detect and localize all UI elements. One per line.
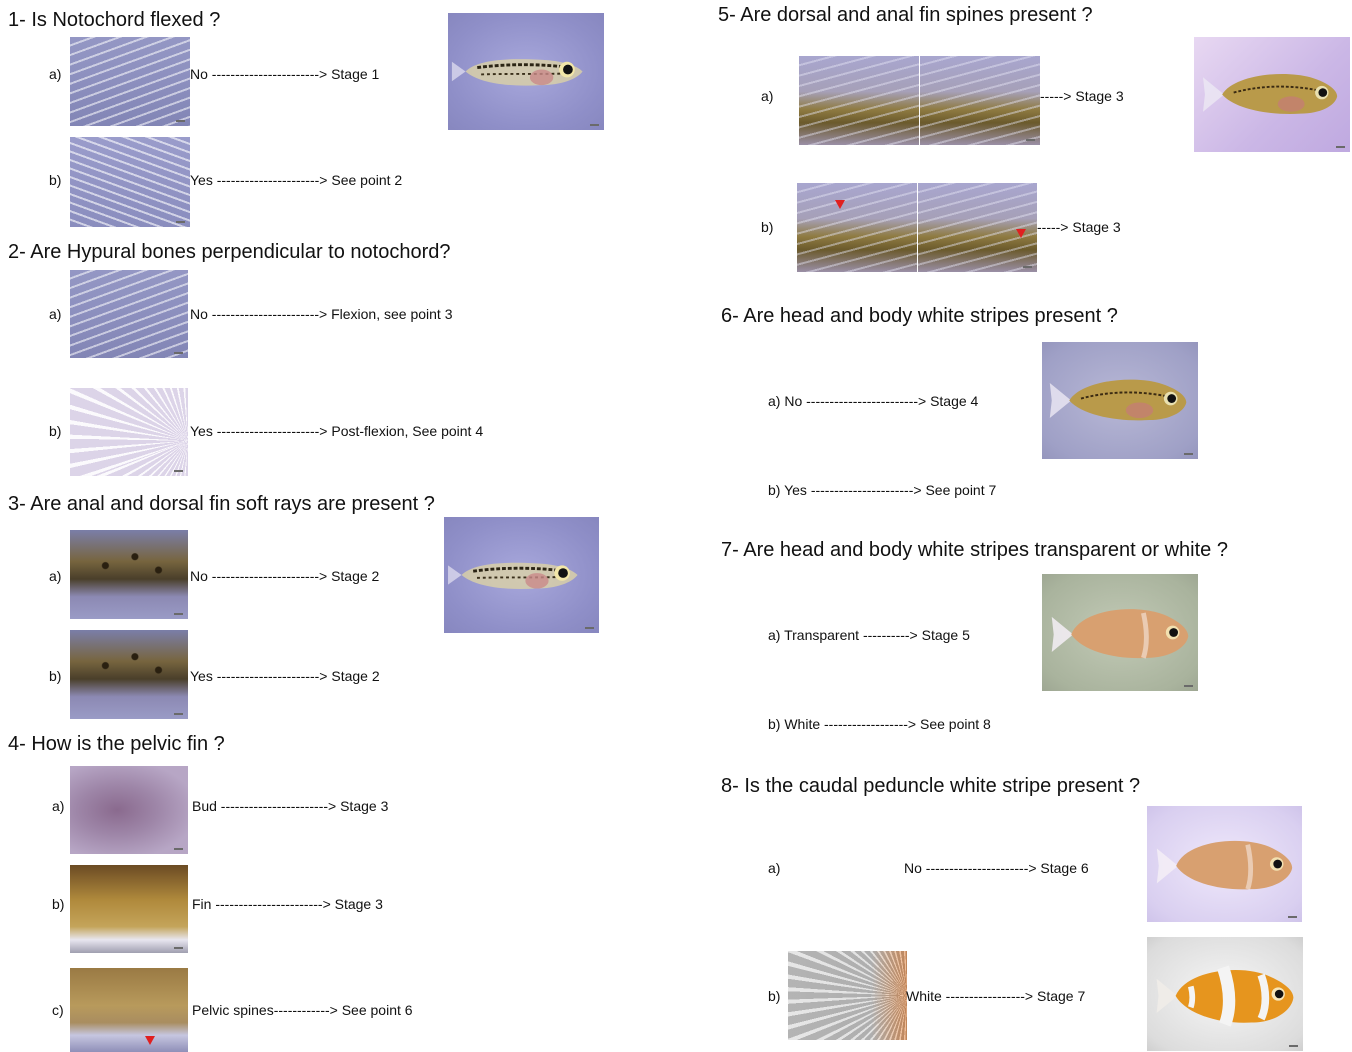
question-3-title: 3- Are anal and dorsal fin soft rays are present ?	[8, 493, 435, 515]
q3-option-a-text: No -----------------------> Stage 2	[190, 568, 380, 584]
q1-option-b-text: Yes ----------------------> See point 2	[190, 172, 403, 188]
juvenile-fish-illustration	[1042, 342, 1198, 459]
q8-option-a-text: No ----------------------> Stage 6	[904, 860, 1089, 876]
q7-option-a-text: a) Transparent ----------> Stage 5	[768, 627, 970, 643]
q5-b-anal-photo	[918, 183, 1037, 272]
q3-larva-photo	[444, 517, 599, 633]
q4-option-a-text: Bud -----------------------> Stage 3	[192, 798, 389, 814]
q4-option-c-label: c)	[52, 1002, 64, 1018]
q6-option-a-text: a) No ------------------------> Stage 4	[768, 393, 979, 409]
q2-option-a-text: No -----------------------> Flexion, see point 3	[190, 306, 453, 322]
pink-juvenile-fish-illustration	[1147, 806, 1302, 922]
q1-a-notochord-photo	[70, 37, 190, 126]
larva-fish-illustration	[448, 13, 604, 130]
larva-fish-illustration	[444, 517, 599, 633]
q7-juvenile-photo	[1042, 574, 1198, 691]
q4-option-b-label: b)	[52, 896, 65, 912]
question-5-title: 5- Are dorsal and anal fin spines present ?	[718, 4, 1093, 26]
red-arrowhead-marker	[835, 200, 845, 209]
q3-option-b-label: b)	[49, 668, 62, 684]
q6-option-b-text: b) Yes ----------------------> See point 7	[768, 482, 997, 498]
q2-option-b-text: Yes ----------------------> Post-flexion, See point 4	[190, 423, 484, 439]
red-arrowhead-marker	[145, 1036, 155, 1045]
question-4-title: 4- How is the pelvic fin ?	[8, 733, 225, 755]
q8-stage7-fish-photo	[1147, 937, 1303, 1051]
clownfish-illustration	[1147, 937, 1303, 1051]
q3-a-fin-rays-photo	[70, 530, 188, 619]
q2-option-a-label: a)	[49, 306, 62, 322]
q5-option-a-text: -----> Stage 3	[1040, 88, 1124, 104]
q5-a-anal-photo	[920, 56, 1040, 145]
q4-b-pelvic-photo	[70, 865, 188, 953]
question-6-title: 6- Are head and body white stripes present ?	[721, 305, 1118, 327]
q1-larva-photo	[448, 13, 604, 130]
q2-b-hypural-photo	[70, 388, 188, 476]
q8-option-b-label: b)	[768, 988, 781, 1004]
q4-option-b-text: Fin -----------------------> Stage 3	[192, 896, 383, 912]
q5-option-b-text: -----> Stage 3	[1037, 219, 1121, 235]
question-8-title: 8- Is the caudal peduncle white stripe present ?	[721, 775, 1141, 797]
question-2-title: 2- Are Hypural bones perpendicular to notochord?	[8, 241, 451, 263]
q3-b-fin-rays-photo	[70, 630, 188, 719]
q7-option-b-text: b) White ------------------> See point 8	[768, 716, 991, 732]
q8-stage6-fish-photo	[1147, 806, 1302, 922]
q4-c-pelvic-photo	[70, 968, 188, 1052]
q5-a-dorsal-photo	[799, 56, 919, 145]
q1-option-b-label: b)	[49, 172, 62, 188]
q4-option-a-label: a)	[52, 798, 65, 814]
q3-option-b-text: Yes ----------------------> Stage 2	[190, 668, 380, 684]
q1-b-notochord-photo	[70, 137, 190, 227]
q6-juvenile-photo	[1042, 342, 1198, 459]
red-arrowhead-marker	[1016, 229, 1026, 238]
q5-juvenile-photo	[1194, 37, 1350, 152]
q2-a-hypural-photo	[70, 270, 188, 358]
question-1-title: 1- Is Notochord flexed ?	[8, 9, 221, 31]
q5-option-b-label: b)	[761, 219, 774, 235]
q5-option-a-label: a)	[761, 88, 774, 104]
q2-option-b-label: b)	[49, 423, 62, 439]
q1-option-a-label: a)	[49, 66, 62, 82]
q4-option-c-text: Pelvic spines------------> See point 6	[192, 1002, 413, 1018]
q5-b-dorsal-photo	[797, 183, 917, 272]
transparent-stripe-fish-illustration	[1042, 574, 1198, 691]
question-7-title: 7- Are head and body white stripes transparent or white ?	[721, 539, 1228, 561]
q4-a-pelvic-photo	[70, 766, 188, 854]
q8-option-b-text: White -----------------> Stage 7	[906, 988, 1086, 1004]
q8-option-a-label: a)	[768, 860, 781, 876]
q1-option-a-text: No -----------------------> Stage 1	[190, 66, 380, 82]
juvenile-fish-illustration	[1194, 37, 1350, 152]
q3-option-a-label: a)	[49, 568, 62, 584]
q8-b-caudal-peduncle-photo	[788, 951, 907, 1040]
